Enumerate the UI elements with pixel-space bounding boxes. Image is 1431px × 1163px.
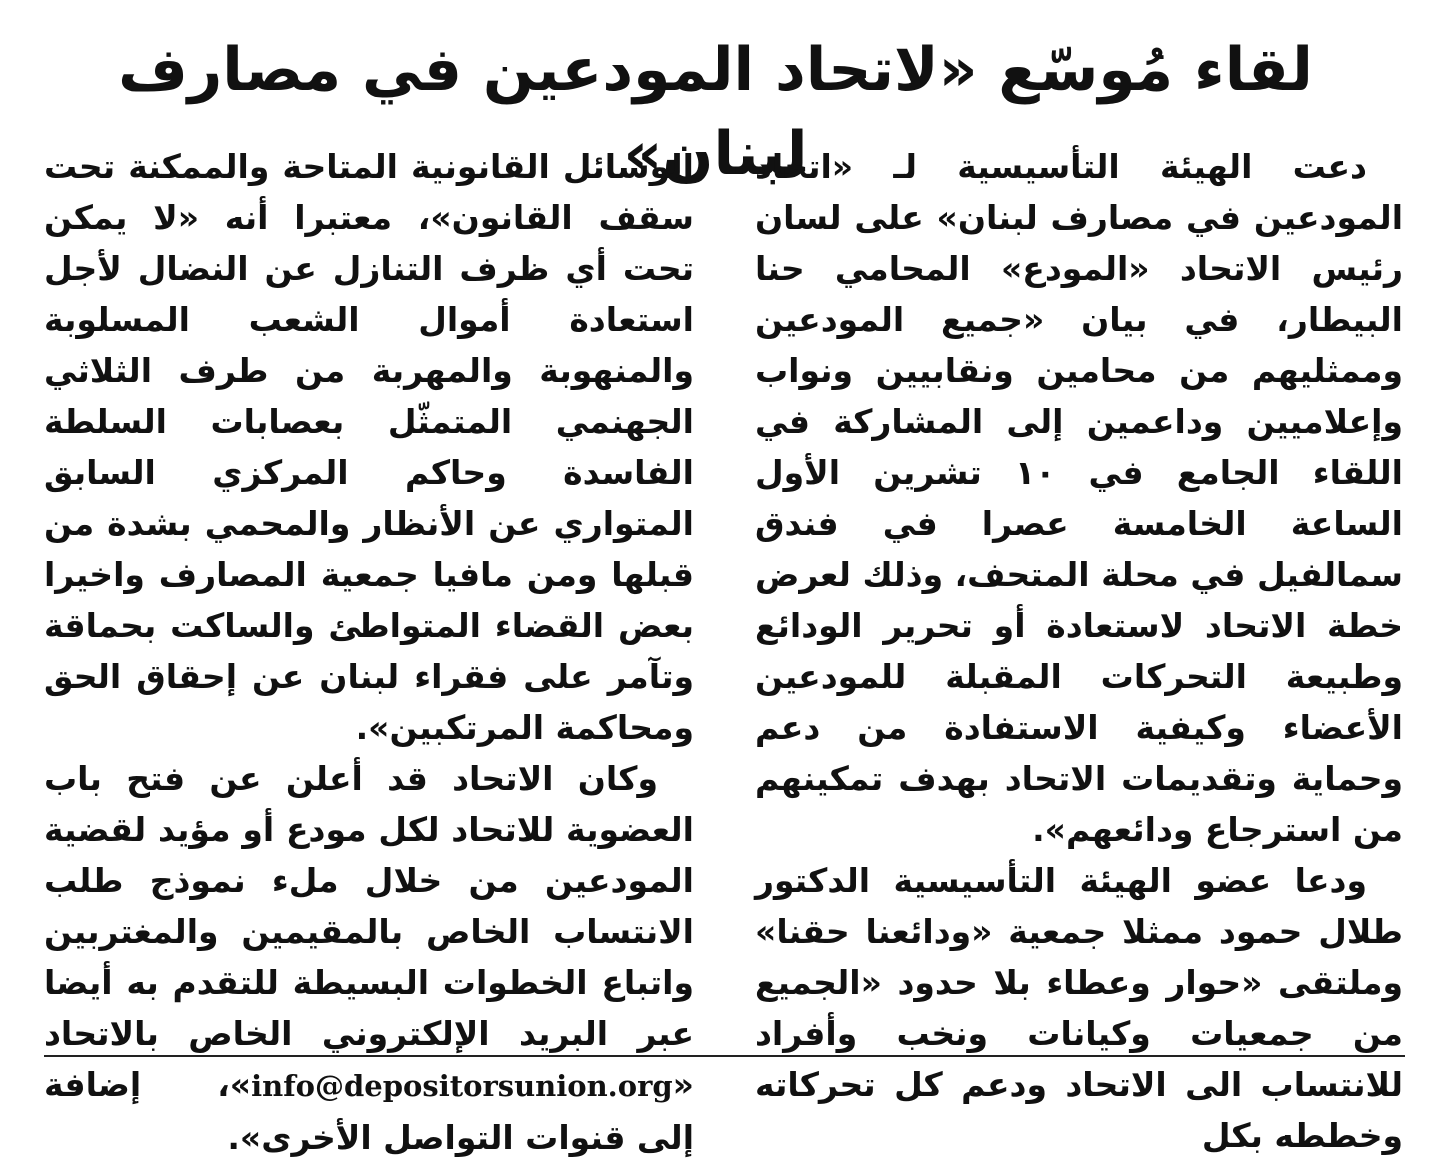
left-paragraph-2-text: وكان الاتحاد قد أعلن عن فتح باب العضوية للاتحاد لكل مودع أو مؤيد لقضية المودعين من خلال ملء نموذج طلب الانتساب الخاص بالمقيمين والمغتربين واتباع الخطوات البسيطة للتقدم به أيضا عبر البريد الإلكتروني الخاص بالاتحاد « — [44, 759, 694, 1104]
article-column-left — [44, 141, 694, 1163]
article-headline: لقاء مُوسّع «لاتحاد المودعين في مصارف لبنان» — [118, 35, 1313, 189]
left-paragraph-1: الوسائل القانونية المتاحة والممكنة تحت سقف القانون»، معتبرا أنه «لا يمكن تحت أي ظرف التنازل عن النضال لأجل استعادة أموال الشعب المسلوبة والمنهوبة والمهربة من طرف الثلاثي الجهنمي المتمثّل بعصابات السلطة الفاسدة وحاكم المركزي السابق المتواري عن الأنظار والمحمي بشدة من قبلها ومن مافيا جمعية المصارف واخيرا بعض القضاء المتواطئ والساكت بحماقة وتآمر على فقراء لبنان عن إحقاق الحق ومحاكمة المرتكبين». — [44, 147, 694, 747]
article-column-right — [755, 141, 1403, 1161]
left-paragraph-2-tail: »، إضافة إلى قنوات التواصل الأخرى». — [44, 1065, 694, 1157]
right-paragraph-2: ودعا عضو الهيئة التأسيسية الدكتور طلال حمود ممثلا جمعية «ودائعنا حقنا» وملتقى «حوار وعطاء بلا حدود «الجميع من جمعيات وكيانات ونخب وأفراد للانتساب الى الاتحاد ودعم كل تحركاته وخططه بكل — [755, 861, 1403, 1155]
left-paragraph-2 — [44, 753, 694, 1163]
bottom-divider — [44, 1055, 1405, 1057]
email-address: info@depositorsunion.org — [251, 1069, 673, 1103]
right-paragraph-1: دعت الهيئة التأسيسية لـ «اتحاد المودعين في مصارف لبنان» على لسان رئيس الاتحاد «المودع» المحامي حنا البيطار، في بيان «جميع المودعين وممثليهم من محامين ونقابيين ونواب وإعلاميين وداعمين إلى المشاركة في اللقاء الجامع في ١٠ تشرين الأول الساعة الخامسة عصرا في فندق سمالفيل في محلة المتحف، وذلك لعرض خطة الاتحاد لاستعادة أو تحرير الودائع وطبيعة التحركات المقبلة للمودعين الأعضاء وكيفية الاستفادة من دعم وحماية وتقديمات الاتحاد بهدف تمكينهم من استرجاع ودائعهم». — [755, 147, 1403, 849]
